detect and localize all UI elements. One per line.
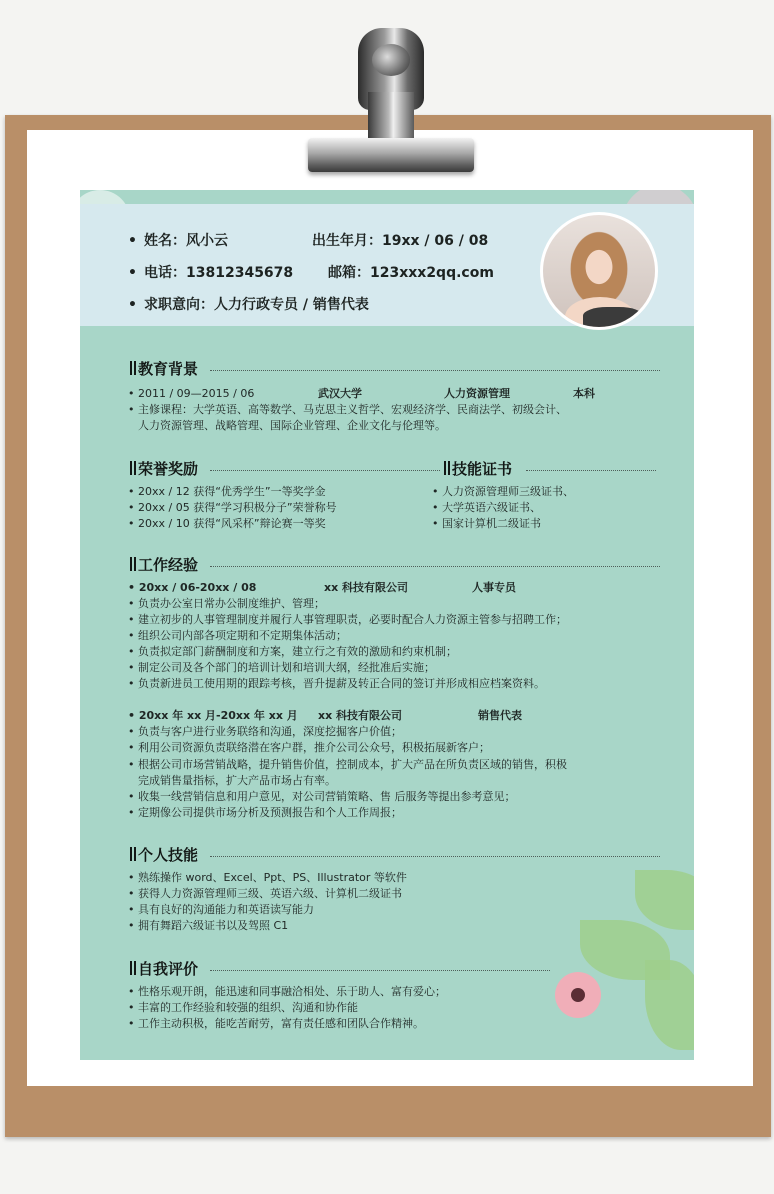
binder-clip-base bbox=[308, 138, 474, 172]
job-duty: • 收集一线营销信息和用户意见，对公司营销策略、售 后服务等提出参考意见； bbox=[128, 790, 516, 803]
bullet: • bbox=[128, 265, 137, 281]
cert-item: • 国家计算机二级证书 bbox=[432, 517, 541, 530]
edu-courses: • 主修课程：大学英语、高等数学、马克思主义哲学、宏观经济学、民商法学、初级会计、 bbox=[128, 403, 567, 416]
edu-degree: 本科 bbox=[573, 387, 595, 400]
eval-item: • 丰富的工作经验和较强的组织、沟通和协作能 bbox=[128, 1001, 358, 1014]
leaf-decoration-icon bbox=[635, 870, 694, 930]
name-line bbox=[128, 230, 228, 250]
leaf-decoration-icon bbox=[645, 960, 694, 1050]
self-eval-title-text: 自我评价 bbox=[138, 960, 199, 978]
skill-item: • 获得人力资源管理师三级、英语六级、计算机二级证书 bbox=[128, 887, 402, 900]
education-title bbox=[130, 358, 198, 379]
job-duty: • 制定公司及各个部门的培训计划和培训大纲，经批准后实施； bbox=[128, 661, 435, 674]
section-divider bbox=[210, 470, 440, 471]
eval-item: • 工作主动积极，能吃苦耐劳，富有责任感和团队合作精神。 bbox=[128, 1017, 424, 1030]
title-bar bbox=[444, 461, 446, 475]
name-field: 姓名：风小云 bbox=[144, 233, 228, 249]
skills-cert-title bbox=[444, 458, 512, 479]
job-duty: 完成销售量指标，扩大产品市场占有率。 bbox=[138, 774, 336, 787]
bullet: • bbox=[128, 233, 137, 249]
honor-item: • 20xx / 10 获得“风采杯”辩论赛一等奖 bbox=[128, 517, 326, 530]
honor-item: • 20xx / 12 获得“优秀学生”一等奖学金 bbox=[128, 485, 326, 498]
flower-decoration-icon bbox=[571, 988, 585, 1002]
intent-line bbox=[128, 294, 369, 314]
title-bar bbox=[134, 461, 136, 475]
section-divider bbox=[210, 856, 660, 857]
personal-skills-title bbox=[130, 844, 198, 865]
job-duty: • 组织公司内部各项定期和不定期集体活动； bbox=[128, 629, 347, 642]
title-bar bbox=[134, 847, 136, 861]
cert-item: • 大学英语六级证书、 bbox=[432, 501, 541, 514]
job-company: xx 科技有限公司 bbox=[318, 709, 403, 722]
title-bar bbox=[130, 461, 132, 475]
phone-field: 电话：13812345678 bbox=[144, 265, 294, 281]
skill-item: • 熟练操作 word、Excel、Ppt、PS、Illustrator 等软件 bbox=[128, 871, 407, 884]
job-duty: • 利用公司资源负责联络潜在客户群，推介公司公众号，积极拓展新客户； bbox=[128, 741, 490, 754]
cert-item: • 人力资源管理师三级证书、 bbox=[432, 485, 574, 498]
skill-item: • 具有良好的沟通能力和英语读写能力 bbox=[128, 903, 314, 916]
job-duty: • 根据公司市场营销战略，提升销售价值，控制成本，扩大产品在所负责区域的销售，积极 bbox=[128, 758, 567, 771]
title-bar bbox=[130, 961, 132, 975]
job-role: 销售代表 bbox=[478, 709, 522, 722]
job-period: • 20xx / 06-20xx / 08 bbox=[128, 581, 257, 594]
email-field: 邮箱：123xxx2qq.com bbox=[328, 265, 494, 281]
edu-school: 武汉大学 bbox=[318, 387, 362, 400]
job-role: 人事专员 bbox=[472, 581, 516, 594]
title-bar bbox=[448, 461, 450, 475]
section-divider bbox=[210, 970, 550, 971]
job-duty: • 定期像公司提供市场分析及预测报告和个人工作周报； bbox=[128, 806, 402, 819]
honors-title bbox=[130, 458, 198, 479]
personal-skills-title-text: 个人技能 bbox=[138, 846, 199, 864]
self-eval-title bbox=[130, 958, 198, 979]
section-divider bbox=[210, 370, 660, 371]
edu-period: • 2011 / 09—2015 / 06 bbox=[128, 387, 255, 400]
eval-item: • 性格乐观开朗，能迅速和同事融洽相处、乐于助人、富有爱心； bbox=[128, 985, 446, 998]
title-bar bbox=[134, 557, 136, 571]
title-bar bbox=[130, 557, 132, 571]
bullet: • bbox=[128, 297, 137, 313]
job-duty: • 负责与客户进行业务联络和沟通，深度挖掘客户价值； bbox=[128, 725, 402, 738]
section-divider bbox=[526, 470, 656, 471]
edu-courses: 人力资源管理、战略管理、国际企业管理、企业文化与伦理等。 bbox=[138, 419, 446, 432]
honors-title-text: 荣誉奖励 bbox=[138, 460, 199, 478]
avatar-collar bbox=[583, 307, 643, 329]
intent-field: 求职意向：人力行政专员 / 销售代表 bbox=[144, 297, 369, 313]
edu-major: 人力资源管理 bbox=[444, 387, 510, 400]
job-company: xx 科技有限公司 bbox=[324, 581, 409, 594]
skill-item: • 拥有舞蹈六级证书以及驾照 C1 bbox=[128, 919, 289, 932]
birth-line bbox=[312, 230, 488, 250]
binder-clip-neck bbox=[368, 92, 414, 140]
honor-item: • 20xx / 05 获得“学习积极分子”荣誉称号 bbox=[128, 501, 337, 514]
phone-line bbox=[128, 262, 293, 282]
job-duty: • 负责拟定部门薪酬制度和方案，建立行之有效的激励和约束机制； bbox=[128, 645, 457, 658]
email-line bbox=[328, 262, 494, 282]
work-title-text: 工作经验 bbox=[138, 556, 199, 574]
job-duty: • 负责新进员工使用期的跟踪考核，晋升提薪及转正合同的签订并形成相应档案资料。 bbox=[128, 677, 545, 690]
title-bar bbox=[134, 961, 136, 975]
job-duty: • 负责办公室日常办公制度维护、管理； bbox=[128, 597, 325, 610]
job-period: • 20xx 年 xx 月-20xx 年 xx 月 bbox=[128, 709, 298, 722]
birth-field: 出生年月：19xx / 06 / 08 bbox=[312, 233, 489, 249]
work-title bbox=[130, 554, 198, 575]
education-title-text: 教育背景 bbox=[138, 360, 199, 378]
binder-clip-ring bbox=[372, 44, 410, 76]
resume-page bbox=[80, 190, 694, 1060]
title-bar bbox=[130, 847, 132, 861]
title-bar bbox=[134, 361, 136, 375]
skills-cert-title-text: 技能证书 bbox=[452, 460, 513, 478]
section-divider bbox=[210, 566, 660, 567]
avatar bbox=[540, 212, 658, 330]
job-duty: • 建立初步的人事管理制度并履行人事管理职责，必要时配合人力资源主管参与招聘工作； bbox=[128, 613, 567, 626]
title-bar bbox=[130, 361, 132, 375]
